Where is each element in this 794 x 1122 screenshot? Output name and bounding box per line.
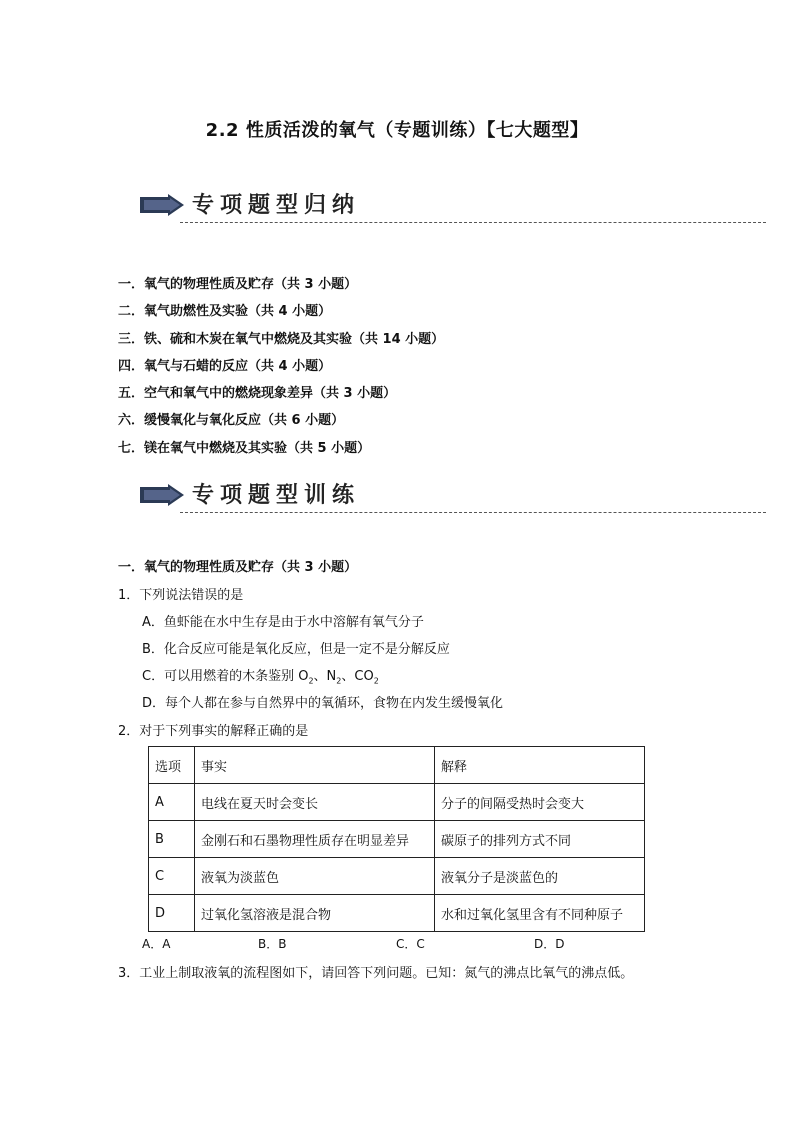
table-cell: D xyxy=(149,895,195,932)
section-banner-summary xyxy=(140,186,766,226)
table-cell: 分子的间隔受热时会变大 xyxy=(435,784,645,821)
facts-table xyxy=(148,746,645,932)
section-heading: 一．氧气的物理性质及贮存（共 3 小题） xyxy=(118,560,358,575)
table-cell: A xyxy=(149,784,195,821)
answer-choice-b: B．B xyxy=(258,937,287,951)
topic-item: 一．氧气的物理性质及贮存（共 3 小题） xyxy=(118,277,358,292)
answer-choice-d: D．D xyxy=(534,937,565,951)
topic-item: 三．铁、硫和木炭在氧气中燃烧及其实验（共 14 小题） xyxy=(118,331,445,347)
section-banner-practice xyxy=(140,476,766,516)
answer-choice-c: C．C xyxy=(396,937,425,951)
table-header-row xyxy=(149,747,645,784)
table-cell: C xyxy=(149,858,195,895)
table-header-cell: 选项 xyxy=(149,747,195,784)
question-1-option-c xyxy=(142,665,379,686)
table-cell: 液氧为淡蓝色 xyxy=(195,858,435,895)
table-row xyxy=(149,895,645,932)
subscript: 2 xyxy=(308,676,314,686)
table-row xyxy=(149,858,645,895)
subscript: 2 xyxy=(336,676,342,686)
subscript: 2 xyxy=(373,676,379,686)
question-2-stem: 2．对于下列事实的解释正确的是 xyxy=(118,724,309,739)
option-c-text: C．可以用燃着的木条鉴别 O xyxy=(142,669,309,684)
table-row xyxy=(149,784,645,821)
dashed-divider xyxy=(180,222,766,223)
question-1-option-d: D．每个人都在参与自然界中的氧循环，食物在内发生缓慢氧化 xyxy=(142,696,504,711)
question-1-stem: 1．下列说法错误的是 xyxy=(118,588,244,603)
page-title: 2.2 性质活泼的氧气（专题训练）【七大题型】 xyxy=(205,120,589,141)
option-c-text: 、N xyxy=(313,669,337,684)
question-1-option-b: B．化合反应可能是氧化反应，但是一定不是分解反应 xyxy=(142,642,450,657)
banner-label: 专项题型训练 xyxy=(192,482,361,508)
topic-item: 六．缓慢氧化与氧化反应（共 6 小题） xyxy=(118,413,345,429)
table-cell: 液氧分子是淡蓝色的 xyxy=(435,858,645,895)
arrow-icon xyxy=(140,484,184,506)
topic-list xyxy=(118,276,444,467)
answer-choice-a: A．A xyxy=(142,937,171,951)
dashed-divider xyxy=(180,512,766,513)
table-cell: B xyxy=(149,821,195,858)
table-cell: 金刚石和石墨物理性质存在明显差异 xyxy=(195,821,435,858)
table-header-cell: 事实 xyxy=(195,747,435,784)
table-cell: 过氧化氢溶液是混合物 xyxy=(195,895,435,932)
topic-item: 七．镁在氧气中燃烧及其实验（共 5 小题） xyxy=(118,440,371,456)
table-header-cell: 解释 xyxy=(435,747,645,784)
question-1-option-a: A．鱼虾能在水中生存是由于水中溶解有氧气分子 xyxy=(142,615,424,630)
arrow-icon xyxy=(140,194,184,216)
option-c-text: 、CO xyxy=(341,669,374,684)
topic-item: 二．氧气助燃性及实验（共 4 小题） xyxy=(118,304,332,320)
question-3-stem: 3．工业上制取液氧的流程图如下，请回答下列问题。已知：氮气的沸点比氧气的沸点低。 xyxy=(118,966,634,981)
topic-item: 五．空气和氧气中的燃烧现象差异（共 3 小题） xyxy=(118,386,397,402)
table-cell: 水和过氧化氢里含有不同种原子 xyxy=(435,895,645,932)
table-cell: 电线在夏天时会变长 xyxy=(195,784,435,821)
banner-label: 专项题型归纳 xyxy=(192,192,361,218)
table-row xyxy=(149,821,645,858)
topic-item: 四．氧气与石蜡的反应（共 4 小题） xyxy=(118,358,332,374)
table-cell: 碳原子的排列方式不同 xyxy=(435,821,645,858)
